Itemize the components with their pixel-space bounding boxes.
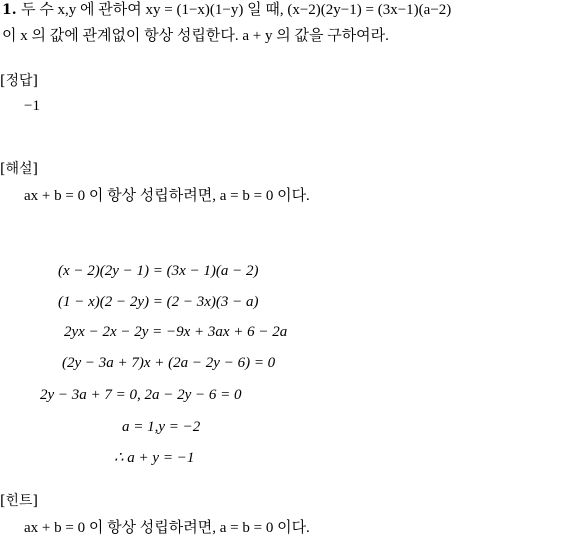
solution-step-3: 2yx − 2x − 2y = −9x + 3ax + 6 − 2a xyxy=(64,324,288,340)
solution-step-2: (1 − x)(2 − 2y) = (2 − 3x)(3 − a) xyxy=(58,294,259,310)
solution-intro: ax + b = 0 이 항상 성립하려면, a = b = 0 이다. xyxy=(24,188,310,204)
solution-step-7: ∴ a + y = −1 xyxy=(114,450,195,466)
problem-number: 1. xyxy=(2,2,17,18)
problem-statement-line-1: 두 수 x,y 에 관하여 xy = (1−x)(1−y) 일 때, (x−2)(2y−1) = (3x−1)(a−2) xyxy=(21,2,452,18)
solution-header: [해설] xyxy=(0,161,38,177)
answer-value: −1 xyxy=(24,98,40,114)
solution-step-1: (x − 2)(2y − 1) = (3x − 1)(a − 2) xyxy=(58,263,259,279)
hint-text: ax + b = 0 이 항상 성립하려면, a = b = 0 이다. xyxy=(24,520,310,536)
solution-step-6: a = 1,y = −2 xyxy=(122,419,201,435)
answer-header: [정답] xyxy=(0,73,38,89)
solution-step-5: 2y − 3a + 7 = 0, 2a − 2y − 6 = 0 xyxy=(40,387,242,403)
solution-step-4: (2y − 3a + 7)x + (2a − 2y − 6) = 0 xyxy=(62,355,276,371)
hint-header: [힌트] xyxy=(0,493,38,509)
problem-line-1 xyxy=(2,1,451,19)
problem-statement-line-2: 이 x 의 값에 관계없이 항상 성립한다. a + y 의 값을 구하여라. xyxy=(2,28,389,44)
